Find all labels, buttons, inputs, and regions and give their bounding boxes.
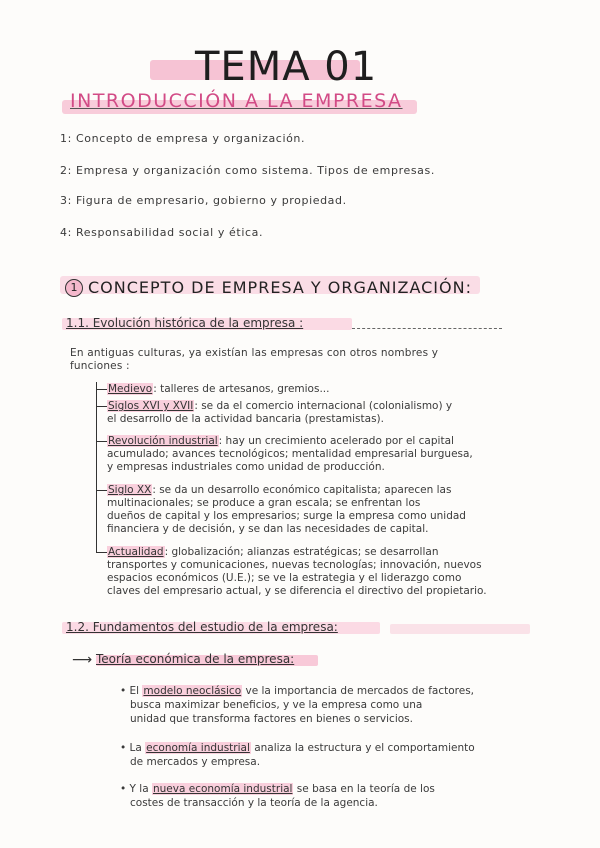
bullet-nueva-economia <box>120 782 435 810</box>
timeline-entry-siglo-xx <box>107 484 466 536</box>
subsection-1-1-title: 1.1. Evolución histórica de la empresa : <box>66 316 304 330</box>
timeline-text: multinacionales; se produce a gran escala; se enfrentan los <box>107 497 421 509</box>
page-title: TEMA 01 <box>195 44 378 90</box>
bullet-term: modelo neoclásico <box>143 685 242 697</box>
timeline-text: : hay un crecimiento acelerado por el capital <box>218 435 454 447</box>
timeline-text: : talleres de artesanos, gremios... <box>153 383 330 395</box>
subsection-1-2-title: 1.2. Fundamentos del estudio de la empresa: <box>66 620 338 634</box>
page-subtitle: INTRODUCCIÓN A LA EMPRESA <box>70 90 403 112</box>
timeline-text: transportes y comunicaciones, nuevas tecnologías; innovación, nuevos <box>107 559 482 571</box>
timeline-text: : globalización; alianzas estratégicas; se desarrollan <box>164 546 439 558</box>
index-text: Figura de empresario, gobierno y propiedad. <box>76 194 347 207</box>
timeline-term: Medievo <box>108 383 153 395</box>
index-text: Responsabilidad social y ética. <box>76 226 264 239</box>
timeline-entry-siglos-xvi-xvii <box>107 400 452 426</box>
index-item-2 <box>60 164 435 177</box>
timeline-text: claves del empresario actual, y se diferencia el directivo del propietario. <box>107 585 487 597</box>
dashed-rule <box>352 328 502 330</box>
index-item-3 <box>60 194 347 207</box>
timeline-entry-actualidad <box>107 546 487 598</box>
index-num: 3: <box>60 194 72 207</box>
bullet-text: unidad que transforma factores en bienes o servicios. <box>130 713 413 725</box>
timeline-text: acumulado; avances tecnológicos; mentalidad empresarial burguesa, <box>107 448 473 460</box>
timeline-term: Actualidad <box>108 546 164 558</box>
timeline-term: Revolución industrial <box>108 435 218 447</box>
bullet-economia-industrial <box>120 741 475 769</box>
index-num: 2: <box>60 164 72 177</box>
bullet-term: nueva economía industrial <box>152 783 293 795</box>
bullet-text: busca maximizar beneficios, y ve la empresa como una <box>130 699 423 711</box>
timeline-text: dueños de capital y los empresarios; surge la empresa como unidad <box>107 510 466 522</box>
index-num: 1: <box>60 132 72 145</box>
bullet-term: economía industrial <box>146 742 250 754</box>
timeline-term: Siglos XVI y XVII <box>108 400 194 412</box>
bullet-text: ve la importancia de mercados de factores, <box>242 685 475 697</box>
timeline-entry-revolucion-industrial <box>107 435 473 474</box>
timeline-text: financiera y de decisión, y se dan las necesidades de capital. <box>107 523 429 535</box>
bullet-text: analiza la estructura y el comportamiento <box>250 742 475 754</box>
timeline-text: : se da el comercio internacional (colonialismo) y <box>194 400 453 412</box>
index-item-4 <box>60 226 263 239</box>
index-num: 4: <box>60 226 72 239</box>
intro-line-1: En antiguas culturas, ya existían las empresas con otros nombres y <box>70 347 439 359</box>
intro-line-2: funciones : <box>70 360 130 372</box>
index-item-1 <box>60 132 305 145</box>
timeline-text: y empresas industriales como unidad de producción. <box>107 461 385 473</box>
bullet-text: se basa en la teoría de los <box>293 783 435 795</box>
index-text: Concepto de empresa y organización. <box>76 132 306 145</box>
index-text: Empresa y organización como sistema. Tipos de empresas. <box>76 164 435 177</box>
bullet-prefix: • Y la <box>120 783 152 795</box>
timeline-text: espacios económicos (U.E.); se ve la estrategia y el liderazgo como <box>107 572 462 584</box>
timeline-term: Siglo XX <box>108 484 152 496</box>
theory-title: Teoría económica de la empresa: <box>96 652 295 666</box>
timeline-entry-medievo <box>107 383 329 396</box>
timeline-text: el desarrollo de la actividad bancaria (prestamistas). <box>107 413 384 425</box>
section-number-circle: 1 <box>65 279 83 297</box>
subsection-highlight-tail <box>390 624 530 634</box>
timeline-text: : se da un desarrollo económico capitalista; aparecen las <box>152 484 452 496</box>
section-title: CONCEPTO DE EMPRESA Y ORGANIZACIÓN: <box>88 278 472 297</box>
timeline-line <box>96 382 97 552</box>
bullet-text: de mercados y empresa. <box>130 756 261 768</box>
arrow-right-icon: ⟶ <box>72 652 93 668</box>
bullet-prefix: • La <box>120 742 146 754</box>
bullet-text: costes de transacción y la teoría de la agencia. <box>130 797 378 809</box>
bullet-prefix: • El <box>120 685 143 697</box>
bullet-neoclasico <box>120 684 474 726</box>
